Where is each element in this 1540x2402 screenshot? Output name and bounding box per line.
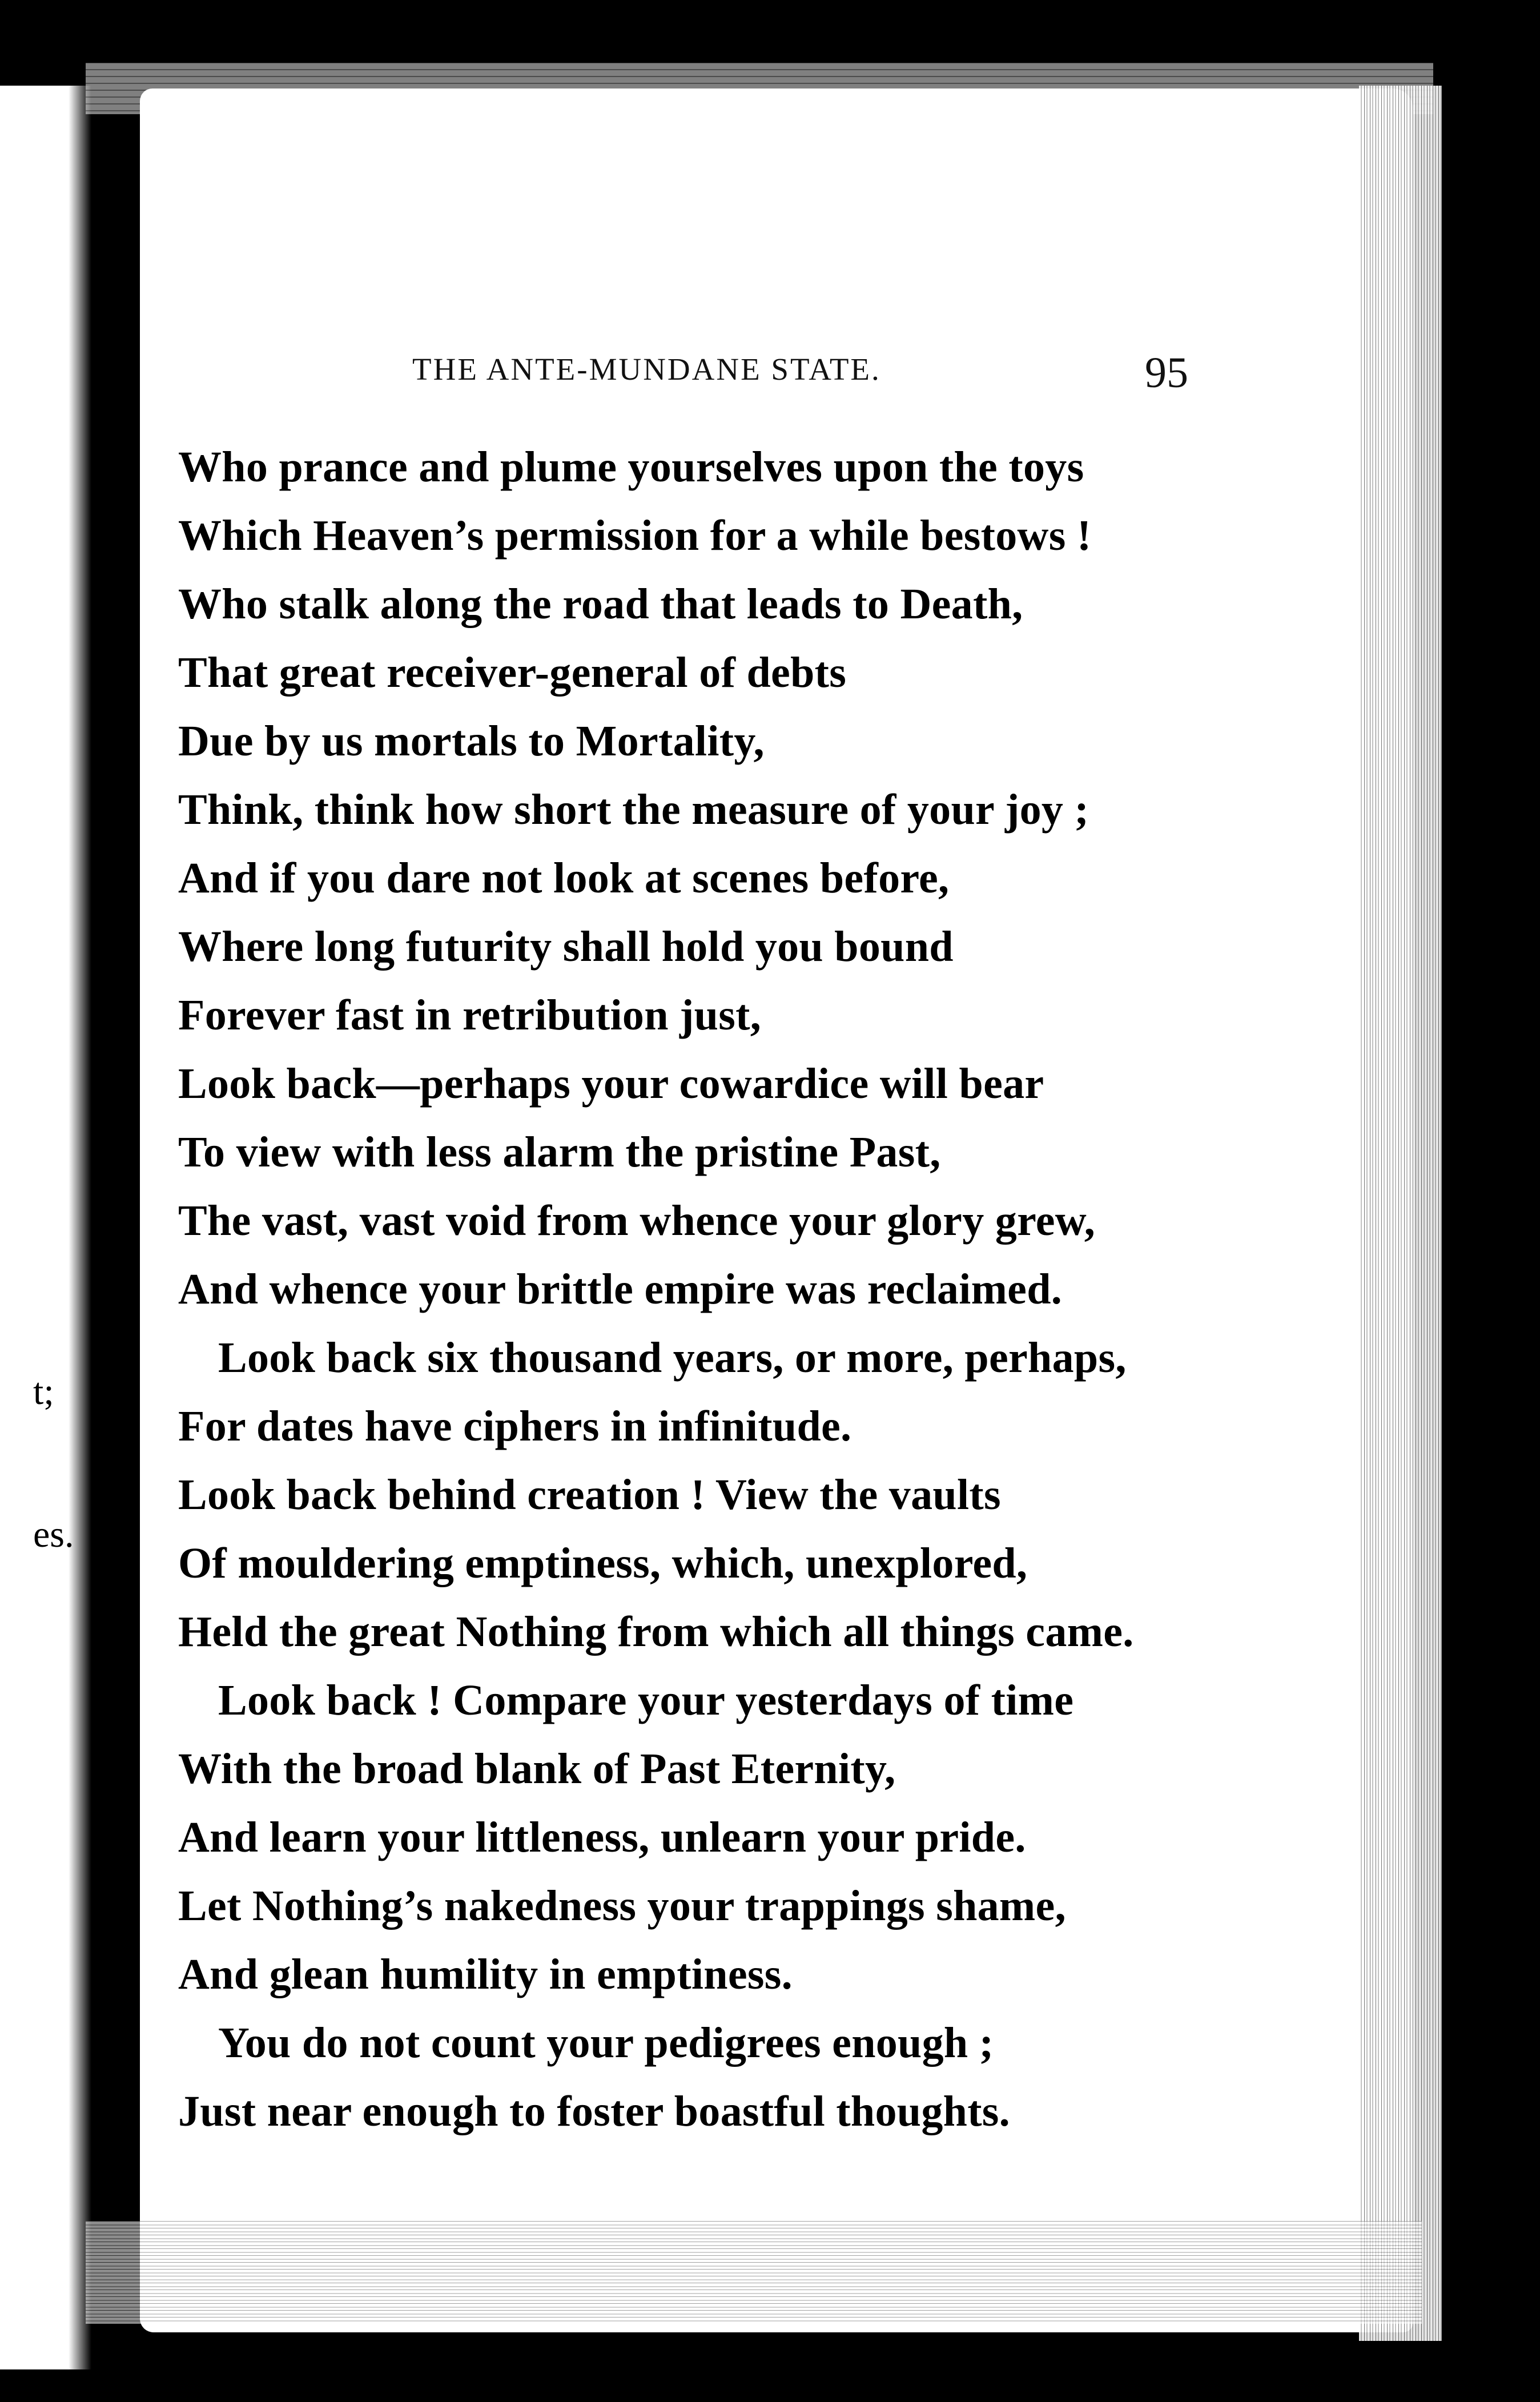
poem-line: Forever fast in retribution just, xyxy=(178,991,762,1039)
poem-line: With the broad blank of Past Eternity, xyxy=(178,1745,896,1793)
page-number: 95 xyxy=(1145,349,1188,397)
facing-page-edge xyxy=(0,86,91,2369)
poem-line: And learn your littleness, unlearn your pride. xyxy=(178,1813,1026,1861)
poem-line: Who stalk along the road that leads to Death, xyxy=(178,580,1023,628)
page-edge-bottom xyxy=(86,2221,1422,2324)
poem-line: The vast, vast void from whence your glory grew, xyxy=(178,1197,1096,1245)
poem-line: Which Heaven’s permission for a while bestows ! xyxy=(178,512,1092,560)
page-edge-right xyxy=(1359,86,1442,2341)
poem-line: Let Nothing’s nakedness your trappings shame, xyxy=(178,1882,1066,1930)
running-head: THE ANTE-MUNDANE STATE. xyxy=(412,352,881,387)
poem-line: Look back six thousand years, or more, perhaps, xyxy=(218,1334,1127,1382)
poem-line: And glean humility in emptiness. xyxy=(178,1950,793,1998)
poem-line: Who prance and plume yourselves upon the toys xyxy=(178,443,1084,491)
poem-line: You do not count your pedigrees enough ; xyxy=(218,2019,994,2067)
poem-line: Held the great Nothing from which all things came. xyxy=(178,1608,1134,1656)
facing-page-fragment: es. xyxy=(33,1514,74,1555)
poem-line: And if you dare not look at scenes before, xyxy=(178,854,950,902)
poem-line: Due by us mortals to Mortality, xyxy=(178,717,765,765)
poem-line: To view with less alarm the pristine Past, xyxy=(178,1128,941,1176)
poem-line: Just near enough to foster boastful thoughts. xyxy=(178,2087,1010,2135)
poem-line: Of mouldering emptiness, which, unexplored, xyxy=(178,1539,1028,1587)
poem-line: Look back behind creation ! View the vaults xyxy=(178,1471,1001,1519)
poem-line: And whence your brittle empire was reclaimed. xyxy=(178,1265,1063,1313)
poem-line: Look back—perhaps your cowardice will bear xyxy=(178,1060,1044,1108)
poem-line: Think, think how short the measure of your joy ; xyxy=(178,786,1089,834)
poem-line: Look back ! Compare your yesterdays of time xyxy=(218,1676,1074,1724)
poem-line: That great receiver-general of debts xyxy=(178,649,847,697)
poem-line: Where long futurity shall hold you bound xyxy=(178,923,954,971)
poem-line: For dates have ciphers in infinitude. xyxy=(178,1402,852,1450)
facing-page-fragment: t; xyxy=(33,1371,54,1413)
